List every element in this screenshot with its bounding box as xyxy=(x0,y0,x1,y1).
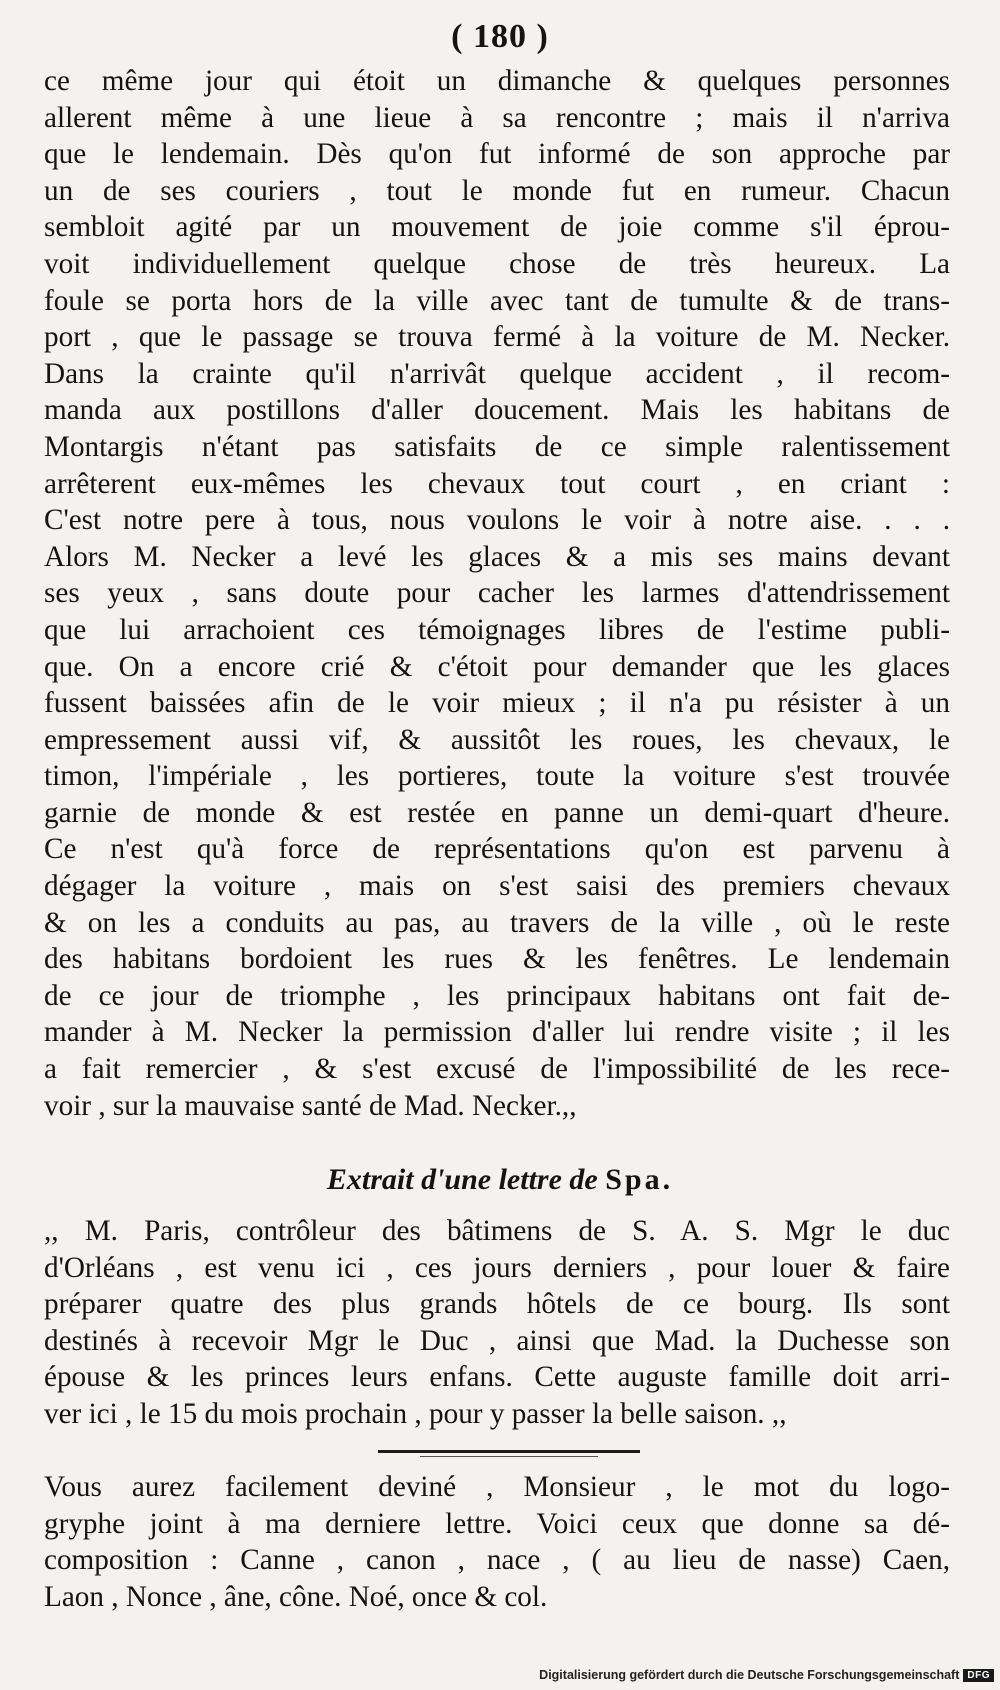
text-line: ce même jour qui étoit un dimanche & quelques personnes xyxy=(44,65,950,97)
text-line: Laon , Nonce , âne, cône. Noé, once & col. xyxy=(44,1580,548,1613)
heading-place: Spa. xyxy=(605,1163,674,1196)
text-line: composition : Canne , canon , nace , ( au lieu de nasse) Caen, xyxy=(44,1544,950,1577)
text-line: Ce n'est qu'à force de représentations qu'on est parvenu à xyxy=(44,833,950,866)
section-divider xyxy=(378,1450,640,1453)
text-line: destinés à recevoir Mgr le Duc , ainsi que Mad. la Duchesse son xyxy=(44,1324,950,1357)
text-line: que lui arrachoient ces témoignages libres de l'estime publi- xyxy=(44,613,950,646)
paragraph-necker xyxy=(44,63,950,1124)
text-line: foule se porta hors de la ville avec tant de tumulte & de trans- xyxy=(44,284,950,317)
text-line: ses yeux , sans doute pour cacher les larmes d'attendrissement xyxy=(44,577,950,610)
text-line: des habitans bordoient les rues & les fenêtres. Le lendemain xyxy=(44,943,950,976)
text-line: arrêterent eux-mêmes les chevaux tout court , en criant : xyxy=(44,467,950,500)
paragraph-spa-letter xyxy=(44,1213,950,1433)
text-line: allerent même à une lieue à sa rencontre ; mais il n'arriva xyxy=(44,101,950,134)
text-line: timon, l'impériale , les portieres, toute la voiture s'est trouvée xyxy=(44,760,950,793)
text-line: ,, M. Paris, contrôleur des bâtimens de S. A. S. Mgr le duc xyxy=(44,1215,950,1247)
text-line: que. On a encore crié & c'étoit pour demander que les glaces xyxy=(44,650,950,683)
section-divider-thin xyxy=(420,1456,598,1457)
page-number: ( 180 ) xyxy=(451,18,549,55)
text-line: & on les a conduits au pas, au travers de la ville , où le reste xyxy=(44,906,950,939)
text-line: voir , sur la mauvaise santé de Mad. Necker.,, xyxy=(44,1089,577,1122)
paragraph-logogryphe xyxy=(44,1469,950,1615)
footer-credit: Digitalisierung gefördert durch die Deutsche Forschungsgemeinschaft xyxy=(539,1668,960,1682)
text-line: Vous aurez facilement deviné , Monsieur , le mot du logo- xyxy=(44,1471,950,1503)
text-line: d'Orléans , est venu ici , ces jours derniers , pour louer & faire xyxy=(44,1251,950,1284)
dfg-logo: DFG xyxy=(963,1669,994,1682)
text-line: préparer quatre des plus grands hôtels de ce bourg. Ils sont xyxy=(44,1288,950,1321)
text-line: a fait remercier , & s'est excusé de l'impossibilité de les rece- xyxy=(44,1053,950,1086)
text-line: que le lendemain. Dès qu'on fut informé de son approche par xyxy=(44,138,950,171)
text-line: un de ses couriers , tout le monde fut en rumeur. Chacun xyxy=(44,174,950,207)
digitization-footer xyxy=(539,1668,994,1682)
text-line: port , que le passage se trouva fermé à la voiture de M. Necker. xyxy=(44,321,950,354)
text-line: voit individuellement quelque chose de très heureux. La xyxy=(44,247,950,280)
text-line: dégager la voiture , mais on s'est saisi des premiers chevaux xyxy=(44,870,950,903)
text-line: gryphe joint à ma derniere lettre. Voici ceux que donne sa dé- xyxy=(44,1507,950,1540)
text-line: ver ici , le 15 du mois prochain , pour y passer la belle saison. ,, xyxy=(44,1397,787,1430)
text-line: épouse & les princes leurs enfans. Cette auguste famille doit arri- xyxy=(44,1361,950,1394)
heading-italic: Extrait d'une lettre de xyxy=(326,1163,598,1196)
text-line: Dans la crainte qu'il n'arrivât quelque accident , il recom- xyxy=(44,357,950,390)
text-line: C'est notre pere à tous, nous voulons le voir à notre aise. . . . xyxy=(44,504,950,537)
text-line: Montargis n'étant pas satisfaits de ce simple ralentissement xyxy=(44,430,950,463)
text-line: mander à M. Necker la permission d'aller lui rendre visite ; il les xyxy=(44,1016,950,1049)
text-line: sembloit agité par un mouvement de joie comme s'il éprou- xyxy=(44,211,950,244)
text-line: garnie de monde & est restée en panne un demi-quart d'heure. xyxy=(44,796,950,829)
text-line: fussent baissées afin de le voir mieux ; il n'a pu résister à un xyxy=(44,687,950,720)
text-line: Alors M. Necker a levé les glaces & a mis ses mains devant xyxy=(44,540,950,573)
text-line: empressement aussi vif, & aussitôt les roues, les chevaux, le xyxy=(44,723,950,756)
text-line: manda aux postillons d'aller doucement. Mais les habitans de xyxy=(44,394,950,427)
section-heading xyxy=(0,1163,1000,1197)
text-line: de ce jour de triomphe , les principaux habitans ont fait de- xyxy=(44,979,950,1012)
